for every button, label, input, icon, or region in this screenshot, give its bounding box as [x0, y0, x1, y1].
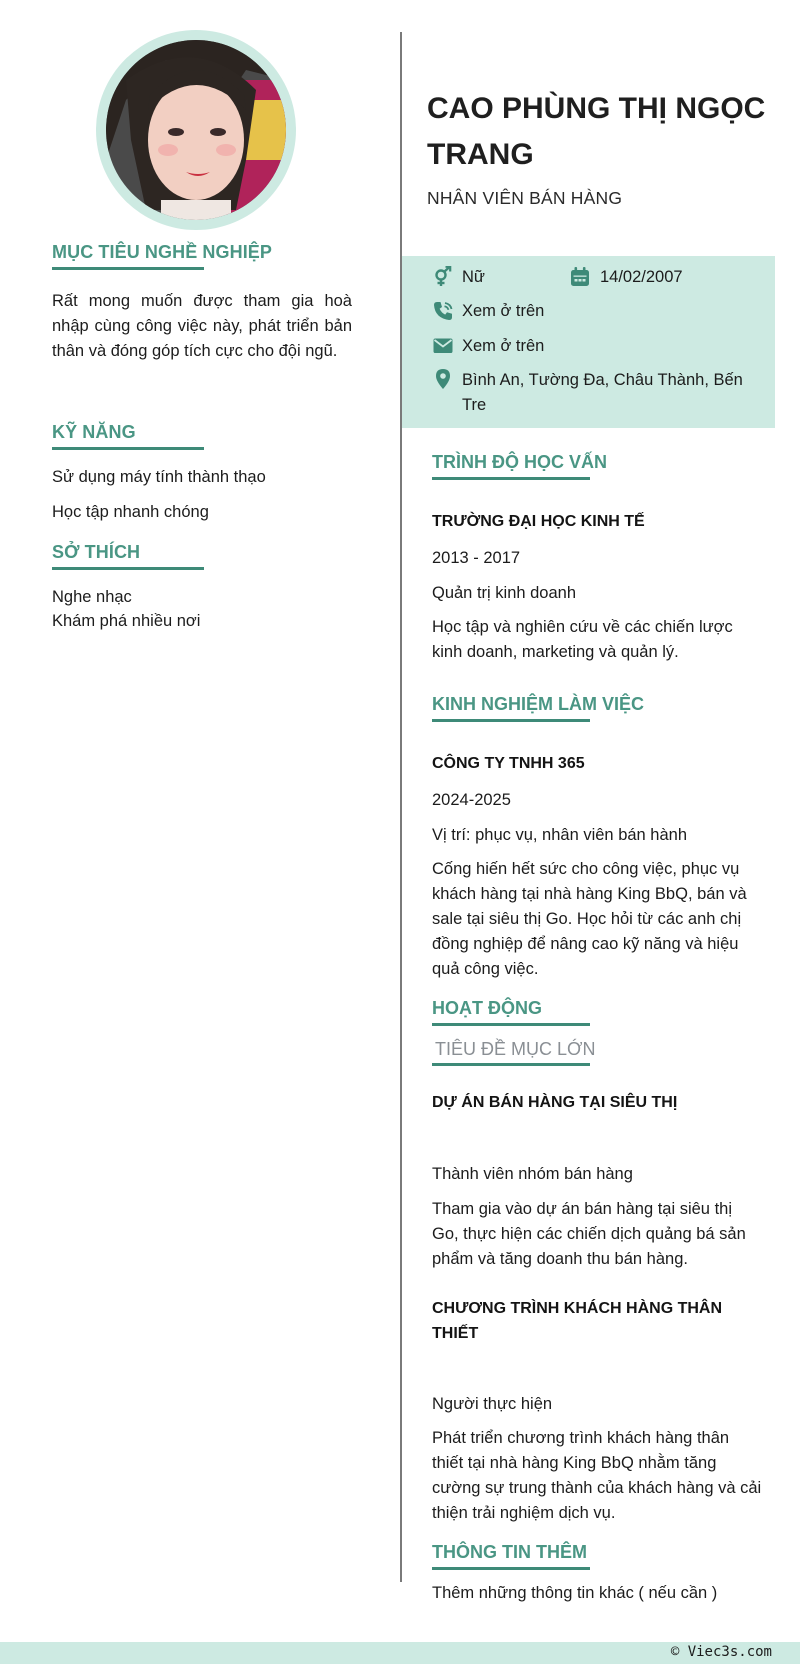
- activity-role: Thành viên nhóm bán hàng: [432, 1165, 633, 1183]
- extra-heading: THÔNG TIN THÊM: [432, 1542, 587, 1562]
- activities-subheading: TIÊU ĐỀ MỤC LỚN: [435, 1039, 596, 1059]
- education-description: Học tập và nghiên cứu về các chiến lược kinh doanh, marketing và quản lý.: [432, 618, 733, 661]
- skills-rule: [52, 447, 204, 450]
- skills-heading: KỸ NĂNG: [52, 422, 136, 442]
- experience-company: CÔNG TY TNHH 365: [432, 755, 585, 772]
- activity-title: DỰ ÁN BÁN HÀNG TẠI SIÊU THỊ: [432, 1094, 678, 1111]
- education-period: 2013 - 2017: [432, 549, 521, 567]
- objective-text: Rất mong muốn được tham gia hoà nhập cùng công việc này, phát triển bản thân và đóng góp tích cực cho đội ngũ.: [52, 292, 352, 360]
- activity-description: Tham gia vào dự án bán hàng tại siêu thị Go, thực hiện các chiến dịch quảng bá sản phẩm và tăng doanh thu bán hàng.: [432, 1200, 746, 1268]
- hobbies-rule: [52, 567, 204, 570]
- education-rule: [432, 477, 590, 480]
- phone-icon: [432, 300, 454, 322]
- candidate-position: NHÂN VIÊN BÁN HÀNG: [427, 188, 623, 208]
- skill-item: Sử dụng máy tính thành thạo: [52, 468, 266, 486]
- hobbies-heading: SỞ THÍCH: [52, 542, 141, 562]
- extra-rule: [432, 1567, 590, 1570]
- location-icon: [432, 368, 454, 390]
- avatar-photo: [106, 40, 286, 220]
- phone-value: Xem ở trên: [462, 302, 545, 320]
- address-value: Bình An, Tường Đa, Châu Thành, Bến Tre: [462, 371, 743, 414]
- experience-period: 2024-2025: [432, 791, 511, 809]
- activities-heading: HOẠT ĐỘNG: [432, 998, 542, 1018]
- birthdate-value: 14/02/2007: [600, 268, 683, 286]
- activity-description: Phát triển chương trình khách hàng thân thiết tại nhà hàng King BbQ nhằm tăng cường sự trung thành của khách hàng và cải thiện trải nghiệm dịch vụ.: [432, 1429, 762, 1522]
- activities-rule: [432, 1023, 590, 1026]
- activities-subheading-rule: [432, 1063, 590, 1066]
- education-school: TRƯỜNG ĐẠI HỌC KINH TẾ: [432, 513, 645, 530]
- hobby-item: Nghe nhạc: [52, 588, 132, 606]
- email-value: Xem ở trên: [462, 337, 545, 355]
- avatar: [106, 40, 286, 220]
- experience-rule: [432, 719, 590, 722]
- activity-title: CHƯƠNG TRÌNH KHÁCH HÀNG THÂN THIẾT: [432, 1300, 723, 1342]
- education-heading: TRÌNH ĐỘ HỌC VẤN: [432, 452, 607, 472]
- avatar-frame: [96, 30, 296, 230]
- education-major: Quản trị kinh doanh: [432, 584, 577, 602]
- calendar-icon: [569, 266, 591, 288]
- skill-item: Học tập nhanh chóng: [52, 503, 209, 521]
- candidate-name: CAO PHÙNG THỊ NGỌC TRANG: [427, 92, 766, 171]
- footer-credit: © Viec3s.com: [670, 1644, 772, 1660]
- extra-text: Thêm những thông tin khác ( nếu cần ): [432, 1584, 718, 1602]
- hobby-item: Khám phá nhiều nơi: [52, 612, 201, 630]
- experience-description: Cống hiến hết sức cho công việc, phục vụ khách hàng tại nhà hàng King BbQ, bán và sale tại siêu thị Go. Học hỏi từ các anh chị đồng nghiệp để nâng cao kỹ năng và hiệu quả công việc.: [432, 860, 747, 978]
- objective-rule: [52, 267, 204, 270]
- objective-heading: MỤC TIÊU NGHỀ NGHIỆP: [52, 242, 273, 262]
- mail-icon: [432, 335, 454, 357]
- experience-heading: KINH NGHIỆM LÀM VIỆC: [432, 694, 645, 714]
- activity-role: Người thực hiện: [432, 1395, 553, 1413]
- experience-role: Vị trí: phục vụ, nhân viên bán hành: [432, 826, 688, 844]
- gender-value: Nữ: [462, 268, 485, 286]
- footer-bar: [0, 1642, 800, 1664]
- gender-icon: [432, 266, 454, 288]
